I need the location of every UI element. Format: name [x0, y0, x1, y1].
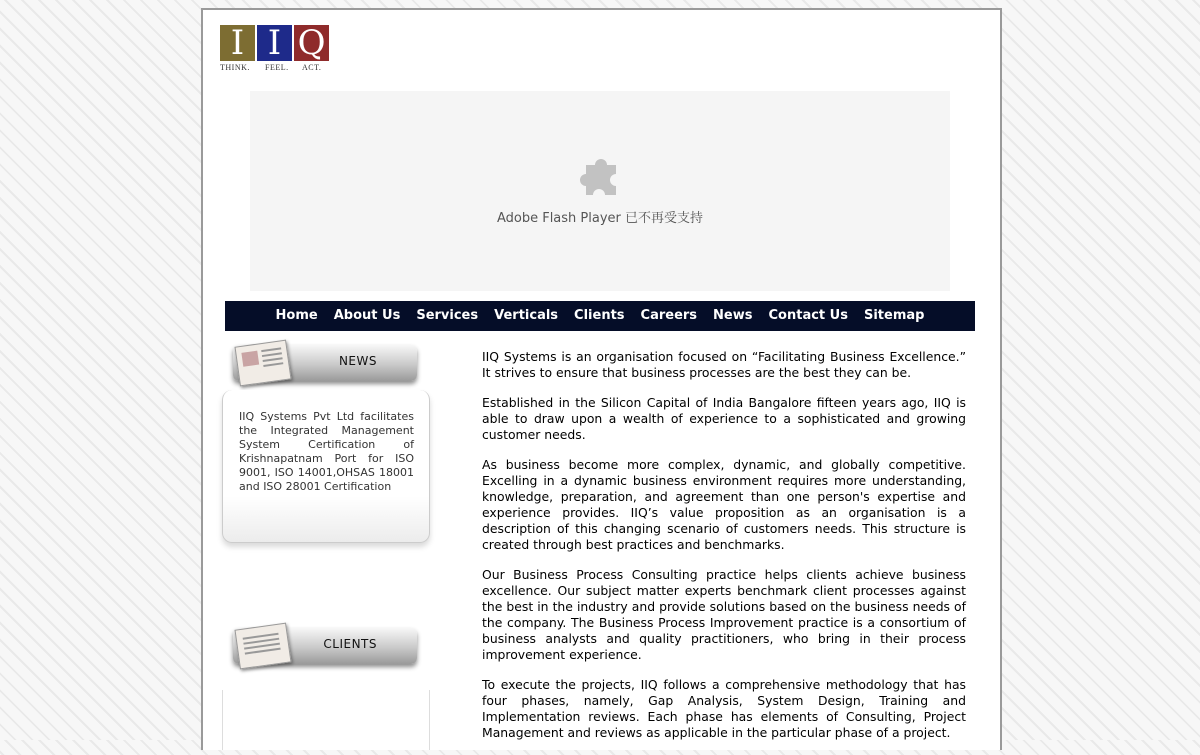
logo-letter: Q	[294, 25, 329, 61]
flash-unsupported-message: Adobe Flash Player 已不再受支持	[496, 211, 704, 226]
clients-button-label: CLIENTS	[323, 637, 377, 651]
content-paragraph: To execute the projects, IIQ follows a comprehensive methodology that has four phases, namely, Gap Analysis, System Design, Training and Implementation reviews. Each phase has elements of Consulting, Project Management and reviews as applicable in the particular phase of a project.	[482, 677, 966, 740]
clients-button[interactable]	[233, 628, 417, 664]
puzzle-piece-icon	[578, 151, 624, 197]
nav-careers[interactable]: Careers	[640, 308, 698, 323]
iiq-logo[interactable]	[220, 25, 332, 73]
news-button[interactable]	[233, 345, 417, 381]
newspaper-icon	[234, 340, 291, 387]
page-container	[201, 8, 1002, 750]
news-panel	[222, 390, 430, 543]
content-paragraph: As business become more complex, dynamic, and globally competitive. Excelling in a dynamic business environment requires more understanding, knowledge, preparation, and agreement than one person's expertise and experience provides. IIQ’s value proposition as an organisation is a description of this changing scenario of customers needs. This structure is created through best practices and benchmarks.	[482, 457, 966, 552]
nav-verticals[interactable]: Verticals	[494, 308, 559, 323]
nav-clients[interactable]: Clients	[574, 308, 625, 323]
content-paragraph: Established in the Silicon Capital of India Bangalore fifteen years ago, IIQ is able to draw upon a wealth of experience to a sophisticated and growing customer needs.	[482, 395, 966, 442]
logo-letter: I	[257, 25, 292, 61]
logo-letter: I	[220, 25, 255, 61]
main-nav	[225, 301, 975, 331]
news-item-text[interactable]: IIQ Systems Pvt Ltd facilitates the Integrated Management System Certification of Krishnapatnam Port for ISO 9001, ISO 14001,OHSAS 18001 and ISO 28001 Certification	[239, 410, 414, 493]
nav-sitemap[interactable]: Sitemap	[863, 308, 925, 323]
news-button-label: NEWS	[338, 354, 377, 368]
clients-panel	[222, 690, 430, 750]
content-paragraph: Our Business Process Consulting practice helps clients achieve business excellence. Our subject matter experts benchmark client processes against the best in the industry and provide solutions based on the business needs of the company. The Business Process Improvement practice is a consortium of business analysts and quality practitioners, who bring in their process improvement experience.	[482, 567, 966, 662]
nav-services[interactable]: Services	[416, 308, 479, 323]
flash-placeholder	[250, 91, 950, 291]
logo-tagline-word: ACT.	[302, 63, 322, 72]
nav-about-us[interactable]: About Us	[333, 308, 401, 323]
business-card-icon	[234, 623, 291, 670]
main-content	[482, 349, 966, 755]
nav-news[interactable]: News	[713, 308, 753, 323]
logo-tagline-word: FEEL.	[265, 63, 289, 72]
logo-tagline-word: THINK.	[220, 63, 250, 72]
nav-contact-us[interactable]: Contact Us	[768, 308, 848, 323]
content-paragraph: IIQ Systems is an organisation focused on “Facilitating Business Excellence.” It strives to ensure that business processes are the best they can be.	[482, 349, 966, 380]
nav-home[interactable]: Home	[275, 308, 318, 323]
